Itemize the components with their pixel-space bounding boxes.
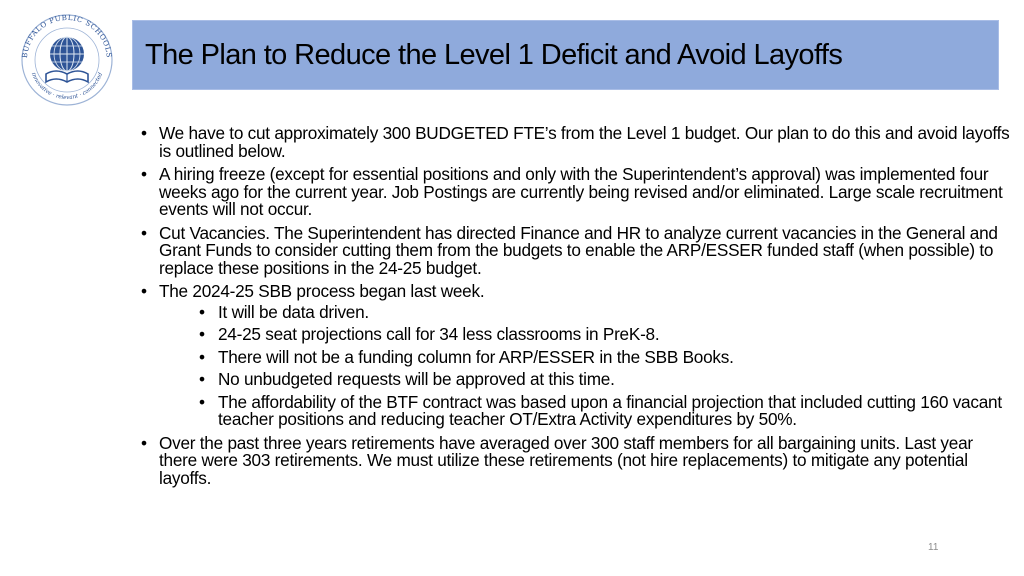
sub-bullet-item: • There will not be a funding column for ARP/ESSER in the SBB Books.: [159, 349, 1010, 367]
bullet-item-with-subitems: [138, 283, 1010, 429]
sub-bullet-list: [159, 301, 1010, 429]
seal-icon: [8, 10, 126, 106]
seal-ring-top-text: BUFFALO PUBLIC SCHOOLS: [19, 12, 115, 59]
sub-bullet-item: • 24-25 seat projections call for 34 less classrooms in PreK-8.: [159, 326, 1010, 344]
bullet-item-text: The 2024-25 SBB process began last week.: [159, 281, 485, 301]
school-seal-logo: [8, 10, 126, 106]
seal-ring-bottom-text: innovative · relevant · connected: [29, 71, 105, 102]
title-bar: [132, 20, 999, 90]
bullet-item: • A hiring freeze (except for essential positions and only with the Superintendent’s approval) was implemented four weeks ago for the current year. Job Postings are currently being revised and/or eliminated. Large scale recruitment events will not occur.: [138, 166, 1010, 219]
bullet-item: • Over the past three years retirements have averaged over 300 staff members for all bargaining units. Last year there were 303 retirements. We must utilize these retirements (not hire replacements) to mitigate any potential layoffs.: [138, 435, 1010, 488]
sub-bullet-item: • The affordability of the BTF contract was based upon a financial projection that included cutting 160 vacant teacher positions and reducing teacher OT/Extra Activity expenditures by 50%.: [159, 394, 1010, 429]
bullet-list: [138, 125, 1010, 487]
bullet-item: • Cut Vacancies. The Superintendent has directed Finance and HR to analyze current vacancies in the General and Grant Funds to consider cutting them from the budgets to enable the ARP/ESSER funded staff (when possible) to replace these positions in the 24-25 budget.: [138, 225, 1010, 278]
slide-body: [138, 125, 1010, 493]
sub-bullet-item: • No unbudgeted requests will be approved at this time.: [159, 371, 1010, 389]
bullet-item: • We have to cut approximately 300 BUDGETED FTE’s from the Level 1 budget. Our plan to do this and avoid layoffs is outlined below.: [138, 125, 1010, 160]
page-number: 11: [928, 542, 939, 553]
slide-title: The Plan to Reduce the Level 1 Deficit and Avoid Layoffs: [145, 38, 843, 71]
sub-bullet-item: • It will be data driven.: [159, 304, 1010, 322]
